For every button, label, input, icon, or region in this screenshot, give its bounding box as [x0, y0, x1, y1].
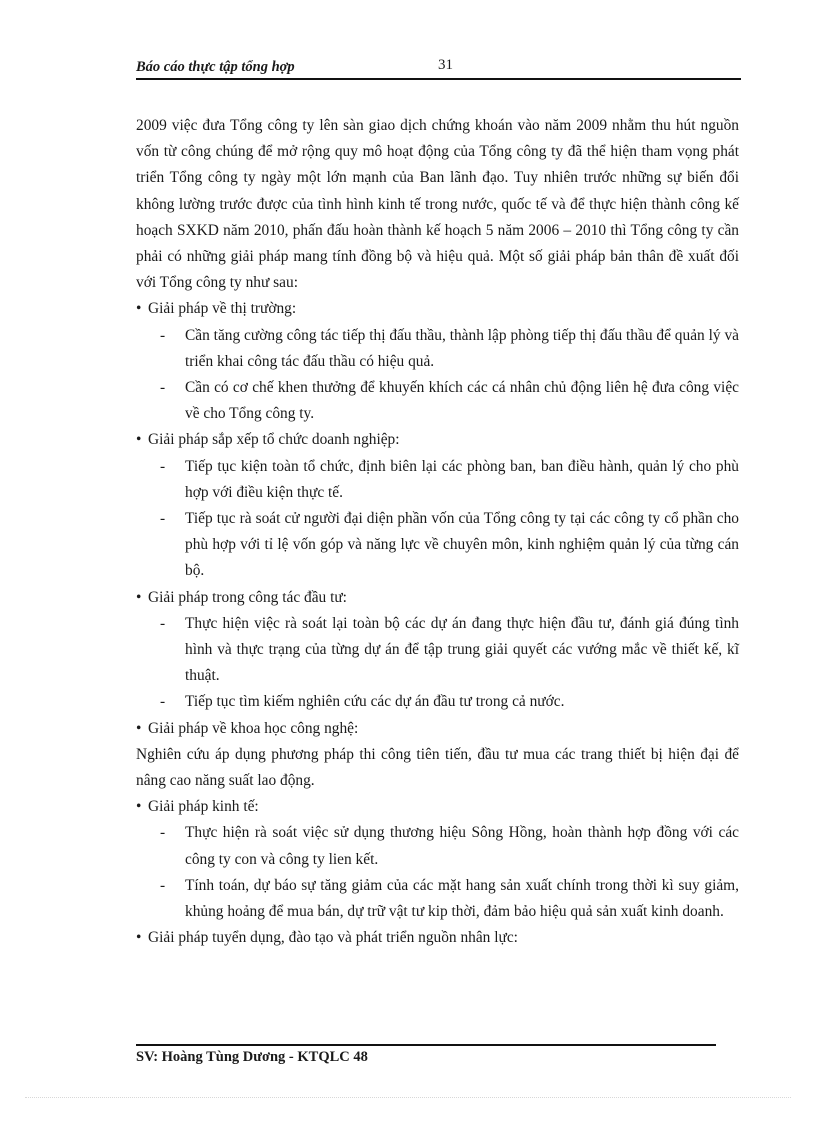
list-item: [136, 689, 739, 715]
list-item-text: Tiếp tục tìm kiếm nghiên cứu các dự án đầu tư trong cả nước.: [185, 693, 565, 711]
bullet-icon: •: [136, 588, 142, 606]
section-heading-text: Giải pháp sắp xếp tổ chức doanh nghiệp:: [148, 431, 400, 449]
bullet-icon: •: [136, 300, 142, 318]
list-item-text: Tiếp tục rà soát cử người đại diện phần vốn của Tổng công ty tại các công ty cổ phần cho phù hợp với tỉ lệ vốn góp và năng lực về chuyên môn, kinh nghiệm quản lý của từng cán bộ.: [185, 510, 739, 580]
technology-paragraph: Nghiên cứu áp dụng phương pháp thi công tiên tiến, đầu tư mua các trang thiết bị hiện đại để nâng cao năng suất lao động.: [136, 745, 739, 790]
page-bottom-border: [25, 1097, 791, 1098]
section-market-heading: [136, 296, 739, 322]
report-title: Báo cáo thực tập tổng hợp: [136, 59, 295, 75]
page-header: [136, 56, 741, 80]
intro-paragraph: 2009 việc đưa Tổng công ty lên sàn giao dịch chứng khoán vào năm 2009 nhằm thu hút nguồn vốn từ công chúng để mở rộng quy mô hoạt động của Tổng công ty đã thể hiện tham vọng phát triển Tổng công ty ngày một lớn mạnh của Ban lãnh đạo. Tuy nhiên trước những sự biến đổi không lường trước được của tình hình kinh tế trong nước, quốc tế và để thực hiện thành công kế hoạch SXKD năm 2010, phấn đấu hoàn thành kế hoạch 5 năm 2006 – 2010 thì Tổng công ty cần phải có những giải pháp mang tính đồng bộ và hiệu quả. Một số giải pháp bản thân đề xuất đối với Tổng công ty như sau:: [136, 117, 739, 292]
list-item: [136, 454, 739, 506]
section-heading-text: Giải pháp trong công tác đầu tư:: [148, 588, 347, 606]
section-heading-text: Giải pháp về thị trường:: [148, 300, 297, 318]
list-item-text: Thực hiện rà soát việc sử dụng thương hiệu Sông Hồng, hoàn thành hợp đồng với các công ty con và công ty lien kết.: [185, 824, 739, 868]
list-item: [136, 375, 739, 427]
section-investment-heading: [136, 585, 739, 611]
list-item-text: Cần tăng cường công tác tiếp thị đấu thầu, thành lập phòng tiếp thị đấu thầu để quản lý và triển khai công tác đấu thầu có hiệu quả.: [185, 326, 739, 370]
list-item: [136, 506, 739, 585]
bullet-icon: •: [136, 719, 142, 737]
dash-icon: -: [160, 693, 166, 711]
list-item: [136, 820, 739, 872]
list-item-text: Cần có cơ chế khen thưởng để khuyến khích các cá nhân chủ động liên hệ đưa công việc về cho Tổng công ty.: [185, 379, 739, 423]
section-economic-heading: [136, 794, 739, 820]
bullet-icon: •: [136, 431, 142, 449]
section-heading-text: Giải pháp về khoa học công nghệ:: [148, 719, 359, 737]
footer-student-info: SV: Hoàng Tùng Dương - KTQLC 48: [136, 1049, 368, 1065]
section-technology-heading: [136, 716, 739, 742]
list-item-text: Tính toán, dự báo sự tăng giảm của các mặt hang sản xuất chính trong thời kì suy giảm, khủng hoảng để mua bán, dự trữ vật tư kip thời, đảm bảo hiệu quả sản xuất kinh doanh.: [185, 876, 739, 921]
dash-icon: -: [160, 510, 166, 528]
list-item-text: Tiếp tục kiện toàn tổ chức, định biên lại các phòng ban, ban điều hành, quản lý cho phù hợp với điều kiện thực tế.: [185, 457, 739, 501]
dash-icon: -: [160, 824, 166, 842]
dash-icon: -: [160, 876, 166, 894]
dash-icon: -: [160, 614, 166, 632]
list-item: [136, 323, 739, 375]
list-item: [136, 873, 739, 925]
page-number: 31: [438, 57, 453, 73]
section-heading-text: Giải pháp tuyển dụng, đào tạo và phát triển nguồn nhân lực:: [148, 929, 518, 947]
dash-icon: -: [160, 457, 166, 475]
dash-icon: -: [160, 379, 166, 397]
section-organization-heading: [136, 427, 739, 453]
bullet-icon: •: [136, 929, 142, 947]
list-item: [136, 611, 739, 690]
document-body: [136, 113, 739, 952]
dash-icon: -: [160, 326, 166, 344]
list-item-text: Thực hiện việc rà soát lại toàn bộ các dự án đang thực hiện đầu tư, đánh giá đúng tình hình và thực trạng của từng dự án để tập trung giải quyết các vướng mắc về thiết kế, kĩ thuật.: [185, 614, 739, 685]
section-heading-text: Giải pháp kinh tế:: [148, 798, 259, 816]
footer-divider: [136, 1044, 716, 1046]
section-hr-heading: [136, 925, 739, 951]
bullet-icon: •: [136, 798, 142, 816]
